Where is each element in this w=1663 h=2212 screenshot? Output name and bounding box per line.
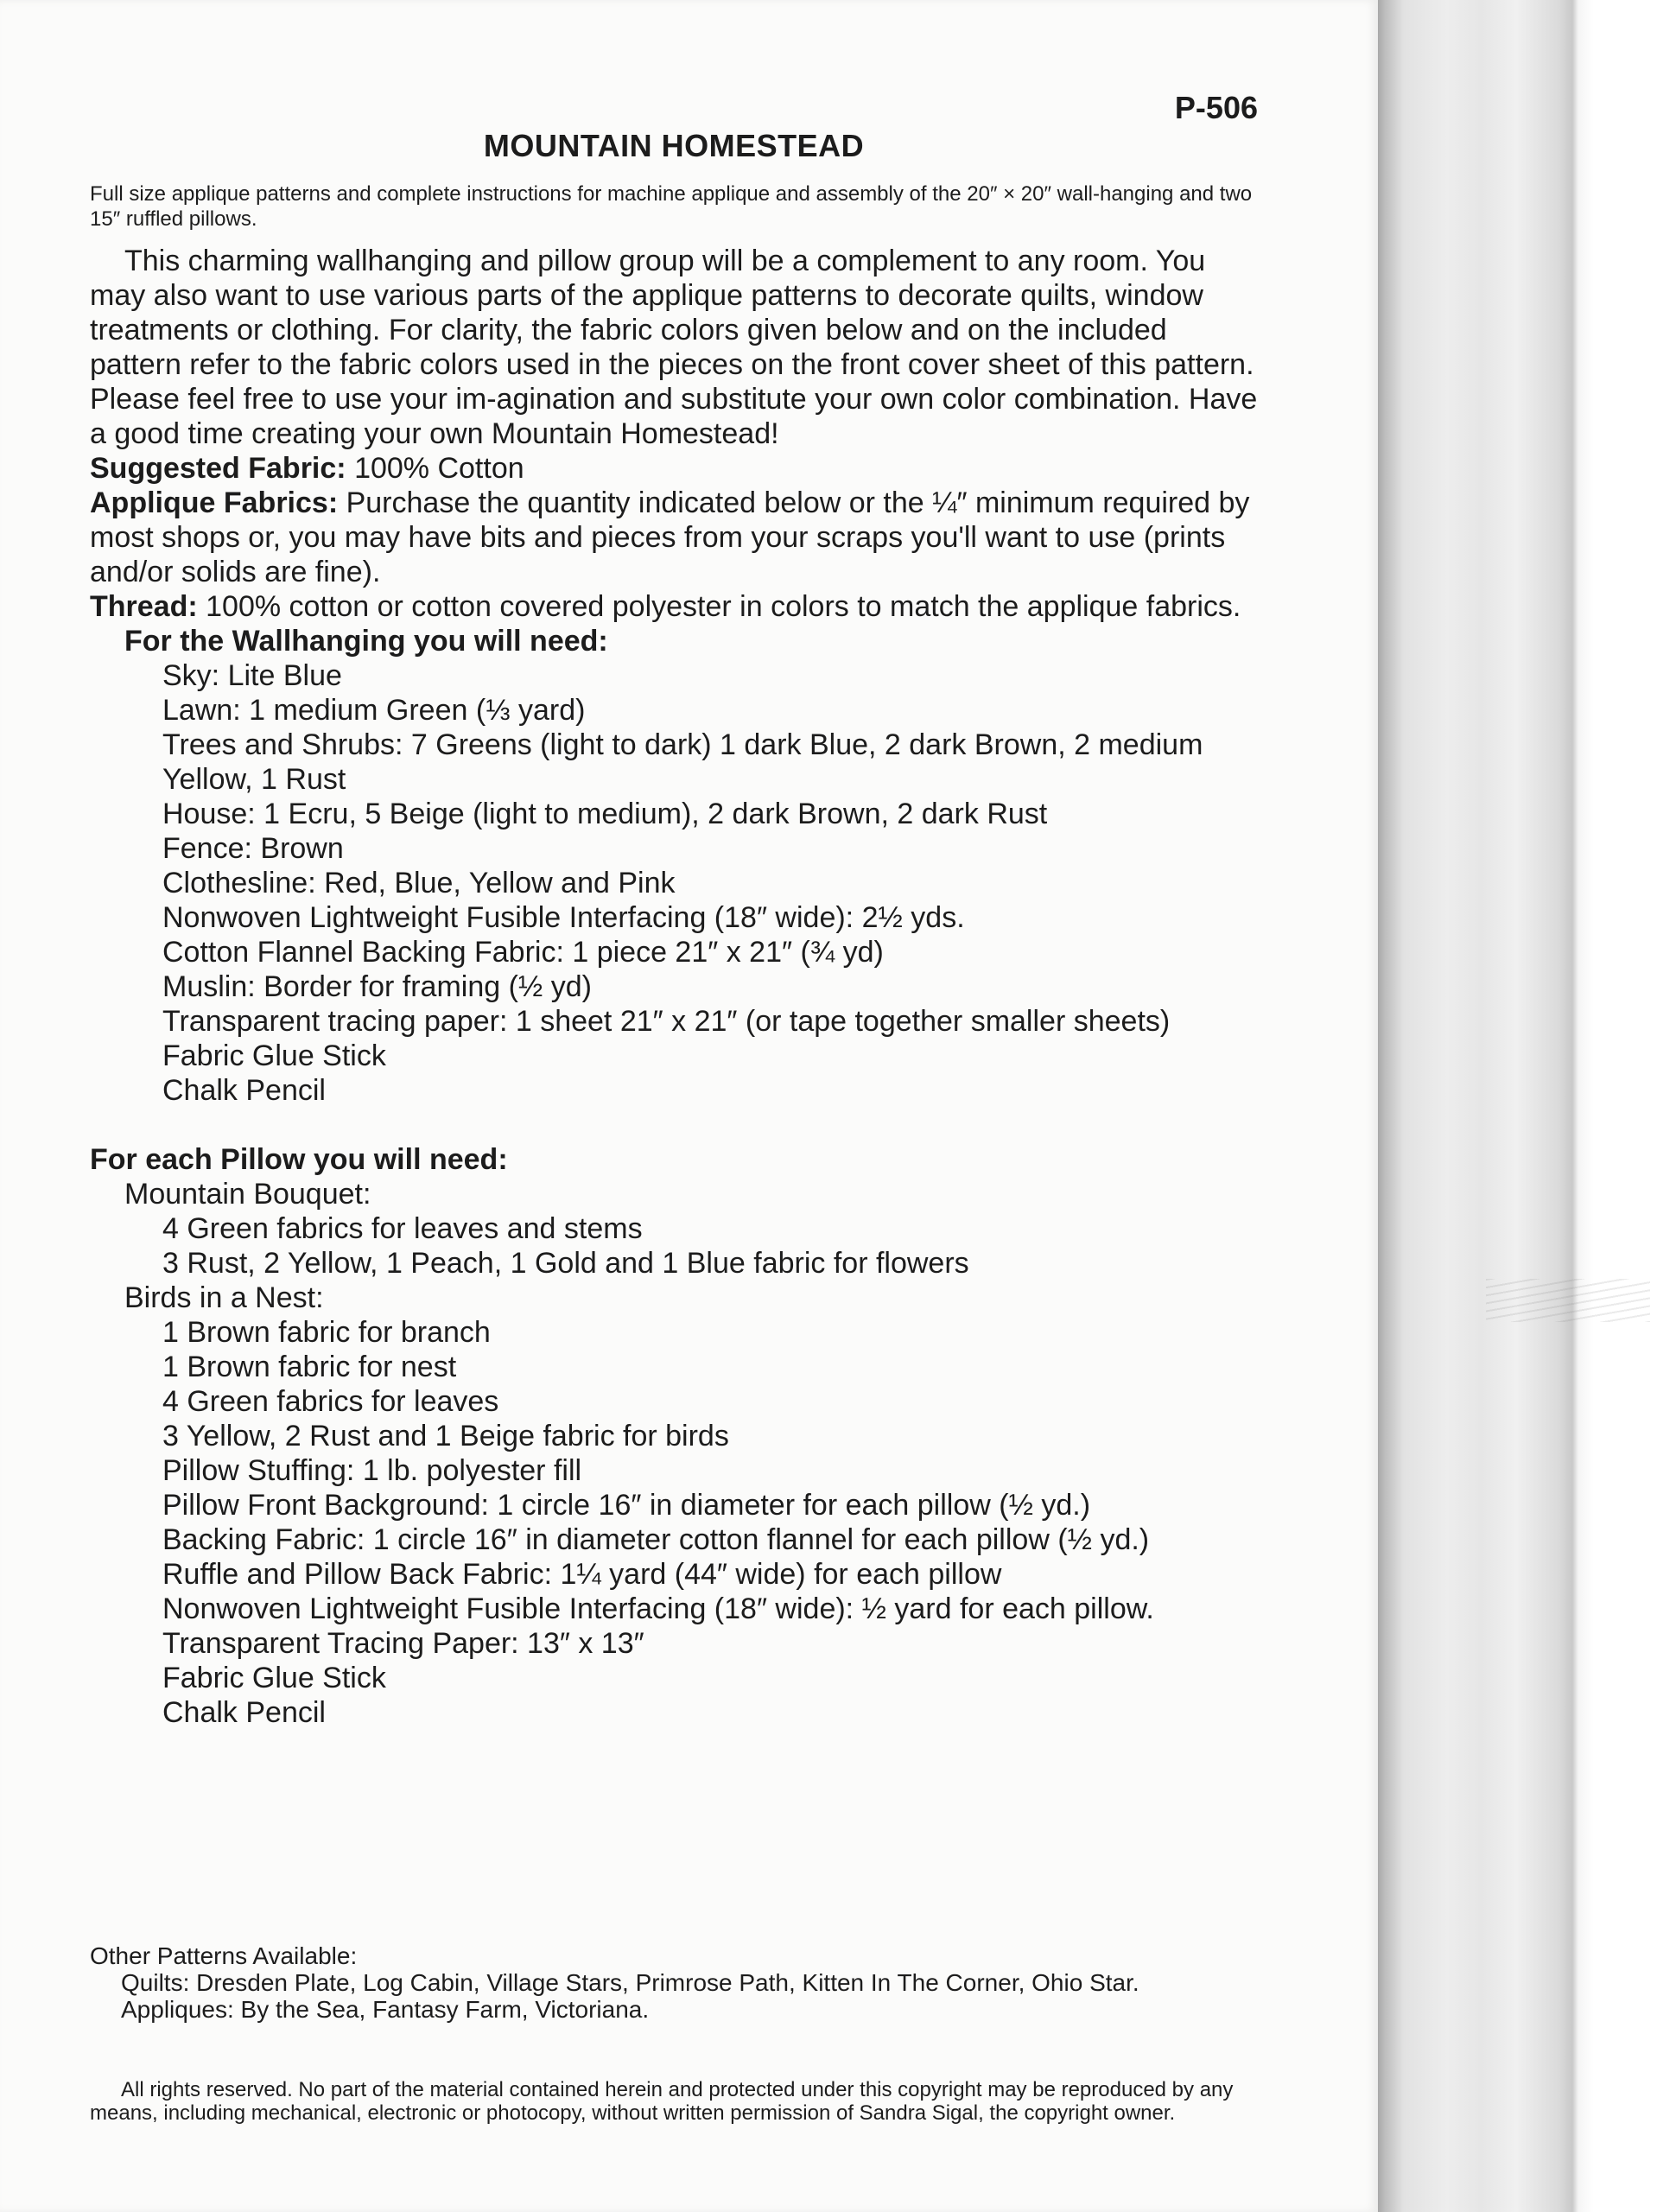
copyright-notice: All rights reserved. No part of the material contained herein and protected under this copyright may be reproduced by any means, including mechanical, electronic or photocopy, without written permission of Sandra Sigal, the copyright owner.	[90, 2078, 1234, 2125]
other-patterns-quilts: Quilts: Dresden Plate, Log Cabin, Village Stars, Primrose Path, Kitten In The Corner, Ohio Star.	[121, 1969, 1139, 1996]
list-item: Muslin: Border for framing (½ yd)	[162, 970, 592, 1003]
bouquet-label: Mountain Bouquet:	[124, 1178, 371, 1211]
list-item: Trees and Shrubs: 7 Greens (light to dark) 1 dark Blue, 2 dark Brown, 2 medium Yellow, 1 Rust	[162, 728, 1203, 796]
list-item: 3 Rust, 2 Yellow, 1 Peach, 1 Gold and 1 Blue fabric for flowers	[162, 1247, 969, 1280]
thread-label: Thread:	[90, 590, 198, 623]
list-item: Sky: Lite Blue	[162, 659, 342, 692]
list-item: Pillow Stuffing: 1 lb. polyester fill	[162, 1454, 582, 1487]
list-item: Fabric Glue Stick	[162, 1662, 386, 1694]
page-content	[90, 0, 1258, 2212]
list-item: Clothesline: Red, Blue, Yellow and Pink	[162, 867, 676, 899]
list-item: Chalk Pencil	[162, 1696, 326, 1729]
pattern-number: P-506	[1174, 90, 1258, 125]
list-item: Nonwoven Lightweight Fusible Interfacing (18″ wide): 2½ yds.	[162, 901, 965, 934]
list-item: Backing Fabric: 1 circle 16″ in diameter cotton flannel for each pillow (½ yd.)	[162, 1523, 1150, 1556]
page-title: MOUNTAIN HOMESTEAD	[483, 128, 865, 163]
intro-text: Full size applique patterns and complete instructions for machine applique and assembly of the 20″ × 20″ wall-hanging and two 15″ ruffled pillows.	[90, 182, 1253, 231]
list-item: 4 Green fabrics for leaves	[162, 1385, 499, 1418]
list-item: Chalk Pencil	[162, 1074, 326, 1107]
other-patterns-appliques: Appliques: By the Sea, Fantasy Farm, Victoriana.	[121, 1996, 650, 2023]
other-patterns-heading: Other Patterns Available:	[90, 1942, 358, 1969]
other-patterns	[90, 1942, 1258, 2023]
list-item: Cotton Flannel Backing Fabric: 1 piece 21″ x 21″ (¾ yd)	[162, 936, 884, 969]
list-item: Nonwoven Lightweight Fusible Interfacing (18″ wide): ½ yard for each pillow.	[162, 1592, 1154, 1625]
thread-value: 100% cotton or cotton covered polyester in colors to match the applique fabrics.	[206, 590, 1241, 623]
birds-list	[90, 1315, 1258, 1730]
applique-fabrics	[90, 486, 1258, 589]
thread	[90, 589, 1258, 624]
applique-fabrics-label: Applique Fabrics:	[90, 486, 339, 519]
list-item: Lawn: 1 medium Green (⅓ yard)	[162, 694, 586, 727]
section-gap	[90, 1108, 1258, 1142]
applique-fabrics-value: Purchase the quantity indicated below or the ¼″ minimum required by most shops or, you may have bits and pieces from your scraps you'll want to use (prints and/or solids are fine).	[90, 486, 1250, 588]
plastic-sleeve	[1378, 0, 1663, 2212]
list-item: 1 Brown fabric for branch	[162, 1316, 491, 1349]
list-item: Transparent tracing paper: 1 sheet 21″ x 21″ (or tape together smaller sheets)	[162, 1005, 1171, 1038]
birds-label: Birds in a Nest:	[124, 1281, 324, 1314]
main-body	[90, 244, 1258, 1730]
list-item: 1 Brown fabric for nest	[162, 1351, 457, 1383]
list-item: 3 Yellow, 2 Rust and 1 Beige fabric for birds	[162, 1420, 729, 1452]
bouquet-list	[90, 1211, 1258, 1281]
list-item: Transparent Tracing Paper: 13″ x 13″	[162, 1627, 644, 1660]
list-item: Ruffle and Pillow Back Fabric: 1¼ yard (44″ wide) for each pillow	[162, 1558, 1002, 1591]
sleeve-scuff	[1486, 1279, 1650, 1322]
list-item: Fabric Glue Stick	[162, 1039, 386, 1072]
suggested-fabric	[90, 451, 1258, 486]
list-item: Fence: Brown	[162, 832, 344, 865]
description: This charming wallhanging and pillow group will be a complement to any room. You may also want to use various parts of the applique patterns to decorate quilts, window treatments or clothing. For clarity, the fabric colors given below and on the included pattern refer to the fabric colors used in the pieces on the front cover sheet of this pattern. Please feel free to use your im-agination and substitute your own color combination. Have a good time creating your own Mountain Homestead!	[90, 245, 1258, 450]
list-item: House: 1 Ecru, 5 Beige (light to medium), 2 dark Brown, 2 dark Rust	[162, 798, 1048, 830]
suggested-fabric-value: 100% Cotton	[354, 452, 524, 485]
wallhanging-list	[90, 658, 1258, 1108]
list-item: Pillow Front Background: 1 circle 16″ in diameter for each pillow (½ yd.)	[162, 1489, 1091, 1522]
pillow-heading: For each Pillow you will need:	[90, 1143, 508, 1176]
wallhanging-heading: For the Wallhanging you will need:	[124, 625, 608, 658]
suggested-fabric-label: Suggested Fabric:	[90, 452, 346, 485]
list-item: 4 Green fabrics for leaves and stems	[162, 1212, 643, 1245]
